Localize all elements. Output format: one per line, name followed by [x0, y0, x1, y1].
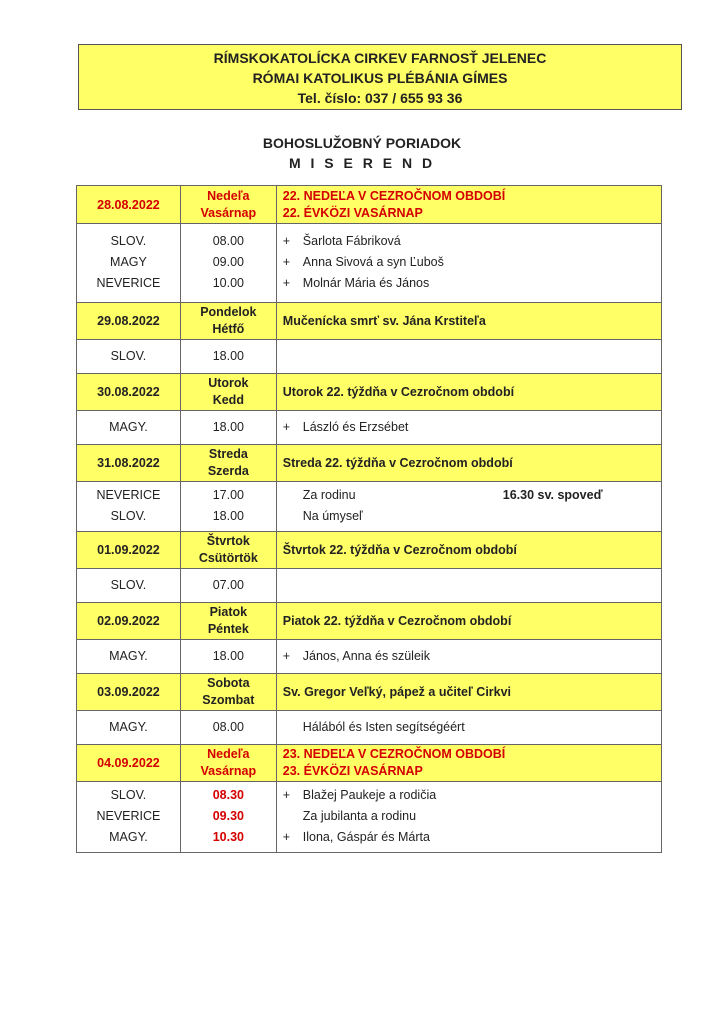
date-cell: 02.09.2022 — [77, 603, 181, 640]
day-name-hu: Csütörtök — [198, 551, 258, 565]
mass-place: MAGY. — [109, 830, 148, 844]
mass-place: MAGY. — [109, 719, 148, 734]
mass-intention: Hálából és Isten segítségéért — [302, 719, 465, 734]
mass-place: SLOV. — [110, 234, 147, 248]
day-name-sk: Utorok — [208, 376, 249, 390]
mass-time: 17.00 — [212, 488, 244, 502]
feast-cell — [276, 186, 661, 224]
mass-intention: Blažej Paukeje a rodičia — [302, 788, 437, 802]
page-subtitle: M I S E R E N D — [288, 155, 436, 171]
mass-place: MAGY. — [109, 419, 148, 434]
mass-intention: Anna Sivová a syn Ľuboš — [302, 255, 444, 269]
deceased-mark: + — [282, 276, 291, 290]
mass-row — [77, 640, 662, 674]
place-cell — [77, 482, 181, 532]
parish-phone: Tel. číslo: 037 / 655 93 36 — [297, 90, 463, 106]
date-cell: 03.09.2022 — [77, 674, 181, 711]
place-cell — [77, 340, 181, 374]
mass-time: 10.30 — [212, 830, 244, 844]
confession-note: 16.30 sv. spoveď — [502, 488, 603, 502]
intention-line — [277, 717, 661, 738]
feast-name: Piatok 22. týždňa v Cezročnom období — [282, 613, 512, 628]
place-cell — [77, 711, 181, 745]
day-name-cell — [180, 374, 276, 411]
feast-name: Štvrtok 22. týždňa v Cezročnom období — [282, 542, 517, 557]
feast-name: Mučenícka smrť sv. Jána Krstiteľa — [282, 313, 486, 328]
day-name-sk: Pondelok — [200, 305, 257, 319]
time-cell — [180, 640, 276, 674]
intention-cell — [276, 640, 661, 674]
mass-row — [77, 340, 662, 374]
mass-row — [77, 569, 662, 603]
intention-line — [277, 273, 661, 294]
day-header-row — [77, 186, 662, 224]
place-cell — [77, 411, 181, 445]
deceased-mark: + — [282, 234, 291, 248]
feast-name: 22. NEDEĽA V CEZROČNOM OBDOBÍ — [282, 188, 506, 203]
intention-line — [277, 346, 661, 367]
time-cell — [180, 482, 276, 532]
mass-place: SLOV. — [110, 348, 147, 363]
date-cell: 29.08.2022 — [77, 303, 181, 340]
day-name-cell — [180, 186, 276, 224]
mass-intention: Na úmyseľ — [302, 509, 363, 523]
intention-line — [277, 506, 661, 527]
intention-cell — [276, 569, 661, 603]
intention-cell — [276, 482, 661, 532]
day-header-row — [77, 303, 662, 340]
day-name-cell — [180, 674, 276, 711]
mass-place: SLOV. — [110, 577, 147, 592]
day-name-sk: Sobota — [207, 676, 250, 690]
mass-intention: Za rodinu — [302, 488, 356, 502]
mass-time: 08.00 — [212, 234, 244, 248]
mass-row — [77, 782, 662, 853]
feast-name: Streda 22. týždňa v Cezročnom období — [282, 455, 513, 470]
mass-intention: Ilona, Gáspár és Márta — [302, 830, 430, 844]
day-name-sk: Nedeľa — [207, 747, 250, 761]
date-cell: 28.08.2022 — [77, 186, 181, 224]
mass-intention: Molnár Mária és János — [302, 276, 430, 290]
day-header-row — [77, 374, 662, 411]
deceased-mark: + — [282, 255, 291, 269]
day-header-row — [77, 674, 662, 711]
feast-name-hu: 22. ÉVKÖZI VASÁRNAP — [282, 205, 423, 220]
intention-cell — [276, 411, 661, 445]
intention-cell — [276, 340, 661, 374]
mass-time: 18.00 — [212, 648, 244, 663]
feast-name-hu: 23. ÉVKÖZI VASÁRNAP — [282, 764, 423, 778]
intention-line — [277, 785, 661, 806]
intention-cell — [276, 782, 661, 853]
intention-line — [277, 485, 661, 506]
day-name-sk: Nedeľa — [207, 188, 250, 203]
intention-cell — [276, 224, 661, 303]
day-name-hu: Szombat — [202, 693, 255, 707]
parish-name-sk: RÍMSKOKATOLÍCKA CIRKEV FARNOSŤ JELENEC — [213, 50, 547, 66]
deceased-mark: + — [282, 419, 291, 434]
date-cell: 04.09.2022 — [77, 745, 181, 782]
day-name-hu: Vasárnap — [200, 764, 257, 778]
mass-place: SLOV. — [110, 509, 147, 523]
time-cell — [180, 340, 276, 374]
feast-cell — [276, 745, 661, 782]
mass-row — [77, 411, 662, 445]
place-cell — [77, 640, 181, 674]
day-name-hu: Vasárnap — [200, 205, 257, 220]
feast-cell — [276, 445, 661, 482]
mass-time: 09.30 — [212, 809, 244, 823]
parish-name-hu: RÓMAI KATOLIKUS PLÉBÁNIA GÍMES — [252, 70, 508, 86]
time-cell — [180, 782, 276, 853]
day-name-hu: Kedd — [212, 393, 244, 407]
day-name-sk: Piatok — [209, 605, 248, 619]
day-name-cell — [180, 532, 276, 569]
mass-place: NEVERICE — [96, 276, 161, 290]
intention-line — [277, 827, 661, 848]
mass-place: NEVERICE — [96, 809, 161, 823]
mass-intention: Šarlota Fábriková — [302, 234, 401, 248]
day-name-cell — [180, 745, 276, 782]
feast-cell — [276, 674, 661, 711]
intention-line — [277, 231, 661, 252]
feast-name: 23. NEDEĽA V CEZROČNOM OBDOBÍ — [282, 747, 506, 761]
day-name-hu: Szerda — [207, 464, 249, 478]
parish-header — [78, 44, 682, 110]
feast-cell — [276, 374, 661, 411]
feast-name: Sv. Gregor Veľký, pápež a učiteľ Cirkvi — [282, 684, 512, 699]
time-cell — [180, 569, 276, 603]
day-header-row — [77, 445, 662, 482]
time-cell — [180, 711, 276, 745]
deceased-mark: + — [282, 788, 291, 802]
mass-time: 09.00 — [212, 255, 244, 269]
day-name-sk: Štvrtok — [206, 534, 250, 548]
mass-time: 08.00 — [212, 719, 244, 734]
date-cell: 30.08.2022 — [77, 374, 181, 411]
mass-intention: János, Anna és szüleik — [302, 648, 430, 663]
mass-intention: László és Erzsébet — [302, 419, 409, 434]
day-name-sk: Streda — [208, 447, 248, 461]
feast-name: Utorok 22. týždňa v Cezročnom období — [282, 384, 515, 399]
day-name-hu: Péntek — [207, 622, 249, 636]
intention-line — [277, 417, 661, 438]
mass-intention: Za jubilanta a rodinu — [302, 809, 417, 823]
day-header-row — [77, 745, 662, 782]
mass-row — [77, 224, 662, 303]
mass-place: NEVERICE — [96, 488, 161, 502]
mass-time: 07.00 — [212, 577, 244, 592]
mass-time: 08.30 — [212, 788, 244, 802]
mass-row — [77, 711, 662, 745]
day-name-cell — [180, 603, 276, 640]
date-cell: 01.09.2022 — [77, 532, 181, 569]
place-cell — [77, 569, 181, 603]
intention-cell — [276, 711, 661, 745]
mass-time: 18.00 — [212, 509, 244, 523]
intention-line — [277, 806, 661, 827]
page-title: BOHOSLUŽOBNÝ PORIADOK — [262, 135, 462, 151]
day-name-cell — [180, 303, 276, 340]
mass-row — [77, 482, 662, 532]
feast-cell — [276, 532, 661, 569]
date-cell: 31.08.2022 — [77, 445, 181, 482]
place-cell — [77, 782, 181, 853]
mass-time: 10.00 — [212, 276, 244, 290]
intention-line — [277, 252, 661, 273]
time-cell — [180, 411, 276, 445]
mass-place: SLOV. — [110, 788, 147, 802]
mass-place: MAGY. — [109, 648, 148, 663]
schedule-table — [76, 185, 662, 853]
mass-time: 18.00 — [212, 348, 244, 363]
time-cell — [180, 224, 276, 303]
feast-cell — [276, 603, 661, 640]
feast-cell — [276, 303, 661, 340]
deceased-mark: + — [282, 648, 291, 663]
day-name-cell — [180, 445, 276, 482]
mass-place: MAGY — [110, 255, 147, 269]
intention-line — [277, 646, 661, 667]
mass-time: 18.00 — [212, 419, 244, 434]
day-header-row — [77, 603, 662, 640]
intention-line — [277, 575, 661, 596]
day-header-row — [77, 532, 662, 569]
place-cell — [77, 224, 181, 303]
deceased-mark: + — [282, 830, 291, 844]
day-name-hu: Hétfő — [212, 322, 245, 336]
